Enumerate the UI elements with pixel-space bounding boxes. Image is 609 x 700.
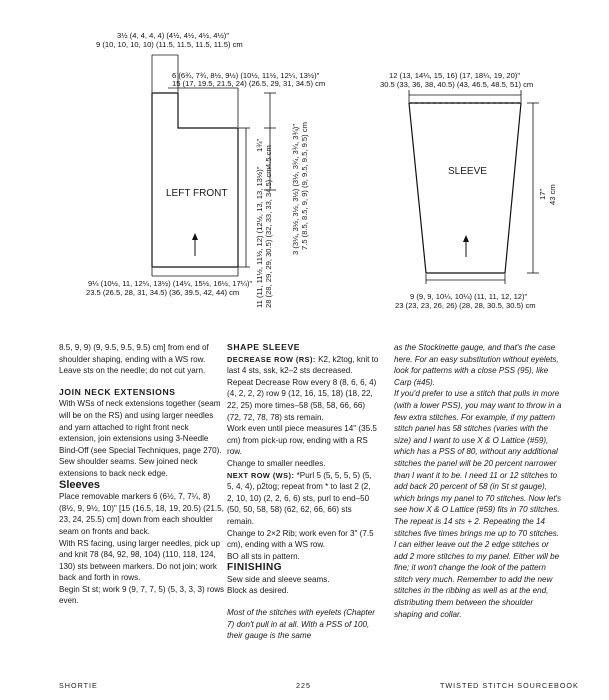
sleeve-top-width: 12 (13, 14¼, 15, 16) (17, 18¼, 19, 20)" xyxy=(389,71,521,80)
front-length-cm: 28 (28, 29, 29, 30.5) (32, 33, 33, 34.5) cm xyxy=(264,167,273,308)
footer-right: TWISTED STITCH SOURCEBOOK xyxy=(440,681,579,690)
column-1 xyxy=(59,342,227,607)
col1-para: Place removable markers 6 (6½, 7, 7¼, 8) (8½, 9, 9½, 10)" [15 (16.5, 18, 19, 20.5) (21.5, 23, 24, 25.5) cm] down from each shoulder seam on fronts and back. xyxy=(59,492,224,536)
column-2 xyxy=(227,342,379,642)
col2-para: BO all sts in pattern. xyxy=(227,551,300,561)
col2-para: Work even until piece measures 14" (35.5 cm) from pick-up row, ending with a RS row. xyxy=(227,424,377,457)
col1-para: 8.5, 9, 9) (9, 9.5, 9.5, 9.5) cm] from end of shoulder shaping, ending with a WS row. Leave sts on the needle; do not cut yarn. xyxy=(59,343,209,376)
front-length-in: 11 (11, 11½, 11½, 12) (12½, 13, 13, 13½)" xyxy=(255,166,264,308)
front-bottom-width-cm: 23.5 (26.5, 28, 31, 34.5) (36, 39.5, 42, 44) cm xyxy=(86,288,240,297)
decrease-row xyxy=(227,354,379,377)
col2-para: Block as desired. xyxy=(227,586,289,596)
col1-para: With WSs of neck extensions together (seam will be on the RS) and using larger needles and yarn attached to right front neck extension, join extensions using 3-Needle Bind-Off (see Special Techniques, page 270). Sew shoulder seams. Sew joined neck extensions to back neck edge. xyxy=(59,399,222,478)
front-top-width: 3½ (4, 4, 4, 4) (4½, 4½, 4½, 4½)" xyxy=(117,31,230,40)
front-neck-width: 6 (6¾, 7¾, 8½, 9½) (10½, 11½, 12¼, 13½)" xyxy=(172,71,320,80)
sleeve-label: SLEEVE xyxy=(448,166,487,177)
sleeve-bottom-width-cm: 23 (23, 23, 26, 26) (28, 28, 30.5, 30.5) cm xyxy=(395,301,536,310)
front-armhole-in: 3 (3¼, 3½, 3½, 3½) (3½, 3¾, 3¾, 3¾)" xyxy=(291,123,300,255)
heading-shape-sleeve: SHAPE SLEEVE xyxy=(227,342,301,352)
col2-para: Change to smaller needles. xyxy=(227,458,326,468)
front-neck-width-cm: 15 (17, 19.5, 21.5, 24) (26.5, 29, 31, 34.5) cm xyxy=(172,79,326,88)
col2-para: Repeat Decrease Row every 8 (8, 6, 6, 4) (4, 2, 2, 2) row 9 (12, 16, 15, 18) (18, 22, 22, 25) more times–58 (58, 58, 66, 66) (72, 72, 78, 78) sts remain. xyxy=(227,377,377,422)
next-row xyxy=(227,470,379,528)
col2-para: Change to 2×2 Rib; work even for 3" (7.5 cm), ending with a WS row. xyxy=(227,528,374,550)
decrease-row-label: DECREASE ROW (RS): xyxy=(227,354,316,364)
footer-left: SHORTIE xyxy=(59,681,98,690)
sleeve-length-in: 17" xyxy=(538,188,547,200)
heading-join-neck: JOIN NECK EXTENSIONS xyxy=(59,386,176,397)
front-bottom-width: 9¼ (10½, 11, 12¼, 13½) (14¼, 15½, 16½, 17¼)" xyxy=(88,279,253,288)
sleeve-top-width-cm: 30.5 (33, 36, 38, 40.5) (43, 46.5, 48.5, 51) cm xyxy=(380,80,534,89)
front-armhole-cm: 7.5 (8.5, 8.5, 9, 9) (9, 9.5, 9.5, 9.5) cm xyxy=(300,122,309,250)
front-top-width-cm: 9 (10, 10, 10, 10) (11.5, 11.5, 11.5, 11.5) cm xyxy=(96,40,243,49)
page-number: 225 xyxy=(296,681,311,690)
sidebar-note-start: Most of the stitches with eyelets (Chapter 7) don't pull in at all. With a PSS of 100, their gauge is the same xyxy=(227,608,375,641)
front-shoulder-len-cm: 4.5 cm xyxy=(264,145,273,168)
col2-para: Sew side and sleeve seams. xyxy=(227,574,330,584)
sidebar-note-continued: as the Stockinette gauge, and that's the case here. For an easy substitution without eyelets, look for patterns with a close PSS (95), like Carp (#45). xyxy=(394,343,559,387)
front-shoulder-len: 1¾" xyxy=(255,138,264,152)
decrease-row-text: K2, k2tog, knit to last 4 sts, ssk, k2–2 sts decreased. xyxy=(227,354,379,376)
sidebar-note-example: If you'd prefer to use a stitch that pulls in more (with a lower PSS), you may want to throw in a few extra stitches. For example, if my pattern stitch panel has 58 stitches (varies with the size) and I want to use X & O Lattice (#59), which has a PSS of 80, without any additional stitches the panel will be 20 percent narrower than I want it to be. I need 11 or 12 stitches to add back 20 percent of 58 (in St st gauge), which brings my panel to 70 stitches. Now let's see how X & O Lattice (#59) fits in 70 stitches. The repeat is 14 sts + 2. Repeating the 14 stitches five times brings me up to 70 stitches. I can either leave out the 2 edge stitches or add 2 more stitches to my panel. Either will be fine; it won't change the look of the pattern stitch very much. Remember to add the new stitches in the ribbing as well as at the end, distributing them between the shoulder shaping and collar. xyxy=(394,389,562,619)
sleeve-outline xyxy=(409,103,521,273)
heading-sleeves: Sleeves xyxy=(59,478,100,491)
column-3 xyxy=(394,342,562,620)
heading-finishing: FINISHING xyxy=(227,562,283,574)
sleeve-bottom-width: 9 (9, 9, 10¼, 10¼) (11, 11, 12, 12)" xyxy=(410,292,528,301)
col1-para: Begin St st; work 9 (9, 7, 7, 5) (5, 3, 3, 3) rows even. xyxy=(59,584,225,606)
next-row-text: *Purl 5 (5, 5, 5, 5) (5, 5, 4, 4), p2tog; repeat from * to last 2 (2, 2, 10, 10) (2, 2, 6, 6) sts, purl to end–50 (50, 50, 58, 58) (62, 62, 66, 66) sts remain. xyxy=(227,470,372,526)
col1-para: With RS facing, using larger needles, pick up and knit 78 (84, 92, 98, 104) (110, 118, 124, 130) sts between markers. Do not join; work back and forth in rows. xyxy=(59,538,221,583)
next-row-label: NEXT ROW (WS): xyxy=(227,470,295,480)
left-front-label: LEFT FRONT xyxy=(166,188,228,199)
sleeve-length-cm: 43 cm xyxy=(548,184,557,205)
